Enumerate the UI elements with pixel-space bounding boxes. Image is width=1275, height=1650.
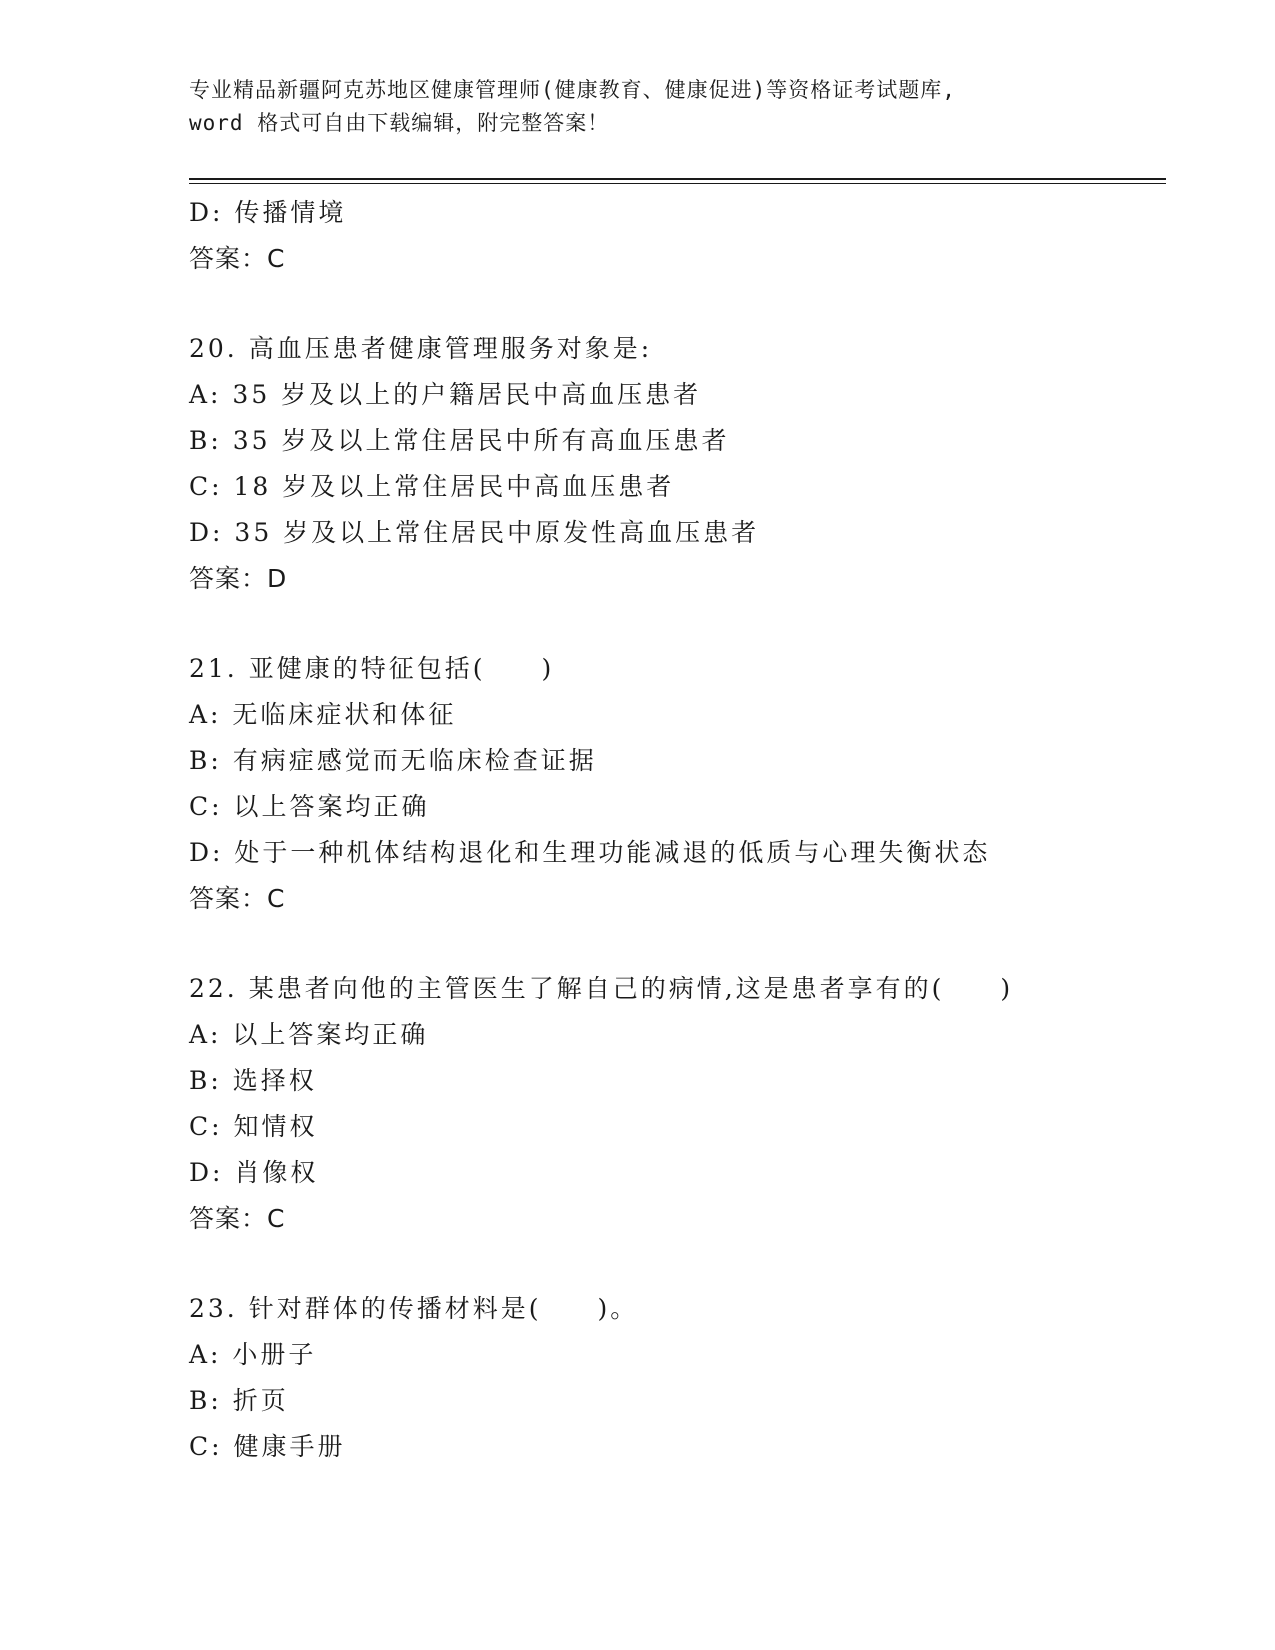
option-a: A: 小册子 xyxy=(189,1340,317,1369)
spacer xyxy=(189,922,1169,966)
option-d: D: 肖像权 xyxy=(189,1158,319,1187)
spacer xyxy=(189,1242,1169,1286)
intro-answer: 答案：C xyxy=(189,244,286,273)
option-c: C: 知情权 xyxy=(189,1112,318,1141)
answer: 答案：D xyxy=(189,564,288,593)
question-stem: 21. 亚健康的特征包括( ) xyxy=(189,654,555,683)
spacer xyxy=(189,282,1169,326)
option-d: D: 处于一种机体结构退化和生理功能减退的低质与心理失衡状态 xyxy=(189,838,991,867)
option-c: C: 以上答案均正确 xyxy=(189,792,430,821)
option-b: B: 35 岁及以上常住居民中所有高血压患者 xyxy=(189,426,730,455)
option-a: A: 以上答案均正确 xyxy=(189,1020,429,1049)
header-divider-top xyxy=(189,178,1166,180)
option-d: D: 35 岁及以上常住居民中原发性高血压患者 xyxy=(189,518,760,547)
header-line-2: word 格式可自由下载编辑，附完整答案！ xyxy=(189,111,610,135)
question-22 xyxy=(189,966,1169,1242)
option-c: C: 18 岁及以上常住居民中高血压患者 xyxy=(189,472,675,501)
document-header xyxy=(189,74,1069,140)
option-a: A: 35 岁及以上的户籍居民中高血压患者 xyxy=(189,380,702,409)
question-stem: 23. 针对群体的传播材料是( )。 xyxy=(189,1294,639,1323)
option-c: C: 健康手册 xyxy=(189,1432,346,1461)
answer: 答案：C xyxy=(189,1204,286,1233)
question-stem: 22. 某患者向他的主管医生了解自己的病情,这是患者享有的( ) xyxy=(189,974,1014,1003)
question-20 xyxy=(189,326,1169,602)
option-b: B: 有病症感觉而无临床检查证据 xyxy=(189,746,597,775)
header-divider-bottom xyxy=(189,183,1166,184)
option-b: B: 选择权 xyxy=(189,1066,317,1095)
question-23 xyxy=(189,1286,1169,1470)
question-stem: 20. 高血压患者健康管理服务对象是: xyxy=(189,334,653,363)
question-21 xyxy=(189,646,1169,922)
document-body xyxy=(189,190,1169,1470)
answer: 答案：C xyxy=(189,884,286,913)
option-a: A: 无临床症状和体征 xyxy=(189,700,457,729)
intro-option-d: D: 传播情境 xyxy=(189,198,347,227)
spacer xyxy=(189,602,1169,646)
header-line-1: 专业精品新疆阿克苏地区健康管理师(健康教育、健康促进)等资格证考试题库, xyxy=(189,78,956,102)
option-b: B: 折页 xyxy=(189,1386,289,1415)
